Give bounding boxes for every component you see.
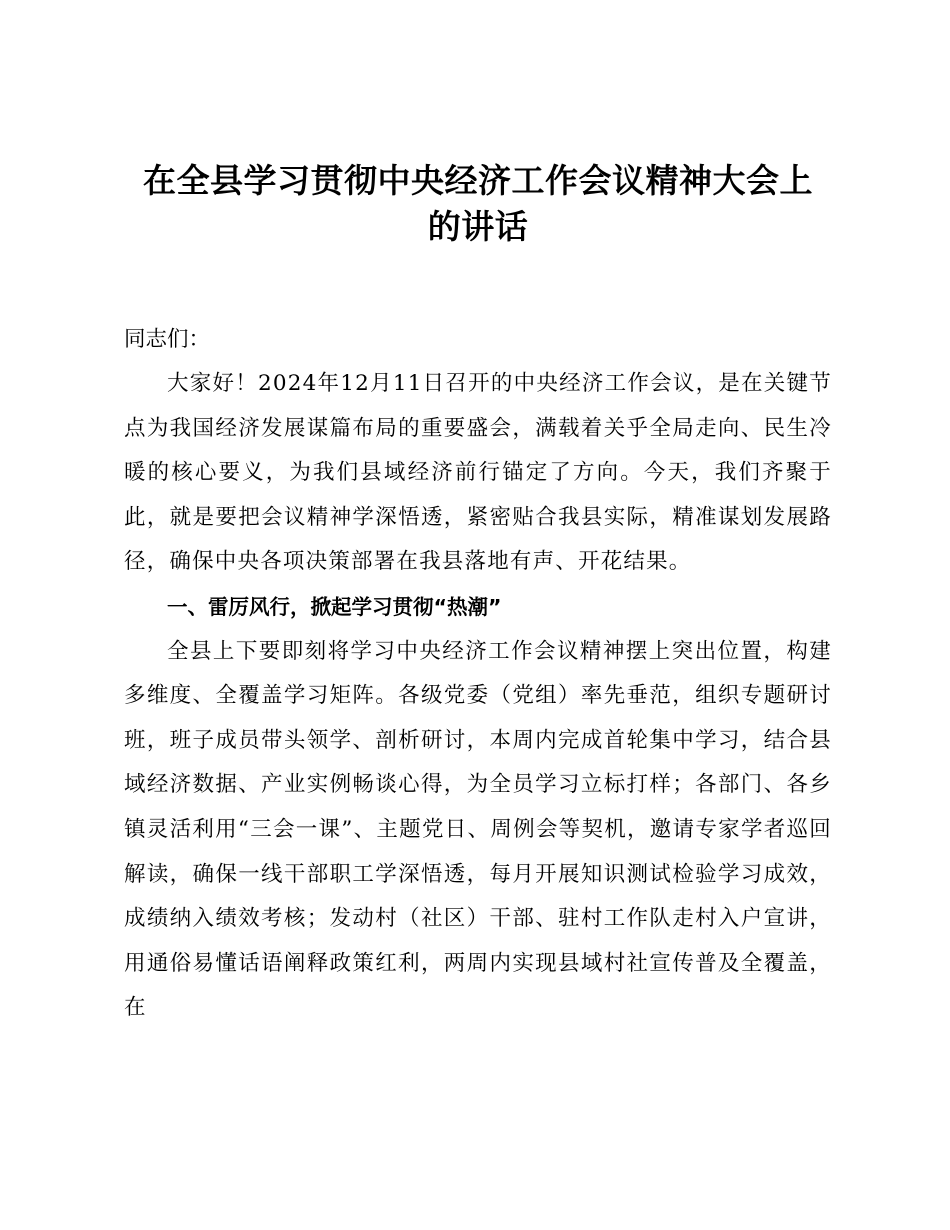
document-title — [124, 158, 832, 250]
title-line-2: 的讲话 — [427, 207, 529, 246]
section-1-paragraph: 全县上下要即刻将学习中央经济工作会议精神摆上突出位置，构建多维度、全覆盖学习矩阵。各级党委（党组）率先垂范，组织专题研讨班，班子成员带头领学、剖析研讨，本周内完成首轮集中学习，结合县域经济数据、产业实例畅谈心得，为全员学习立标打样；各部门、各乡镇灵活利用“三会一课”、主题党日、周例会等契机，邀请专家学者巡回解读，确保一线干部职工学深悟透，每月开展知识测试检验学习成效，成绩纳入绩效考核；发动村（社区）干部、驻村工作队走村入户宣讲，用通俗易懂话语阐释政策红利，两周内实现县域村社宣传普及全覆盖，在 — [124, 638, 832, 1021]
title-line-1: 在全县学习贯彻中央经济工作会议精神大会上 — [143, 161, 813, 200]
salutation: 同志们： — [124, 327, 211, 352]
section-heading-1: 一、雷厉风行，掀起学习贯彻“热潮” — [167, 594, 502, 619]
document-body — [124, 158, 832, 1031]
opening-paragraph: 大家好！2024年12月11日召开的中央经济工作会议，是在关键节点为我国经济发展谋篇布局的重要盛会，满载着关乎全局走向、民生冷暖的核心要义，为我们县域经济前行锚定了方向。今天，我们齐聚于此，就是要把会议精神学深悟透，紧密贴合我县实际，精准谋划发展路径，确保中央各项决策部署在我县落地有声、开花结果。 — [124, 371, 832, 575]
